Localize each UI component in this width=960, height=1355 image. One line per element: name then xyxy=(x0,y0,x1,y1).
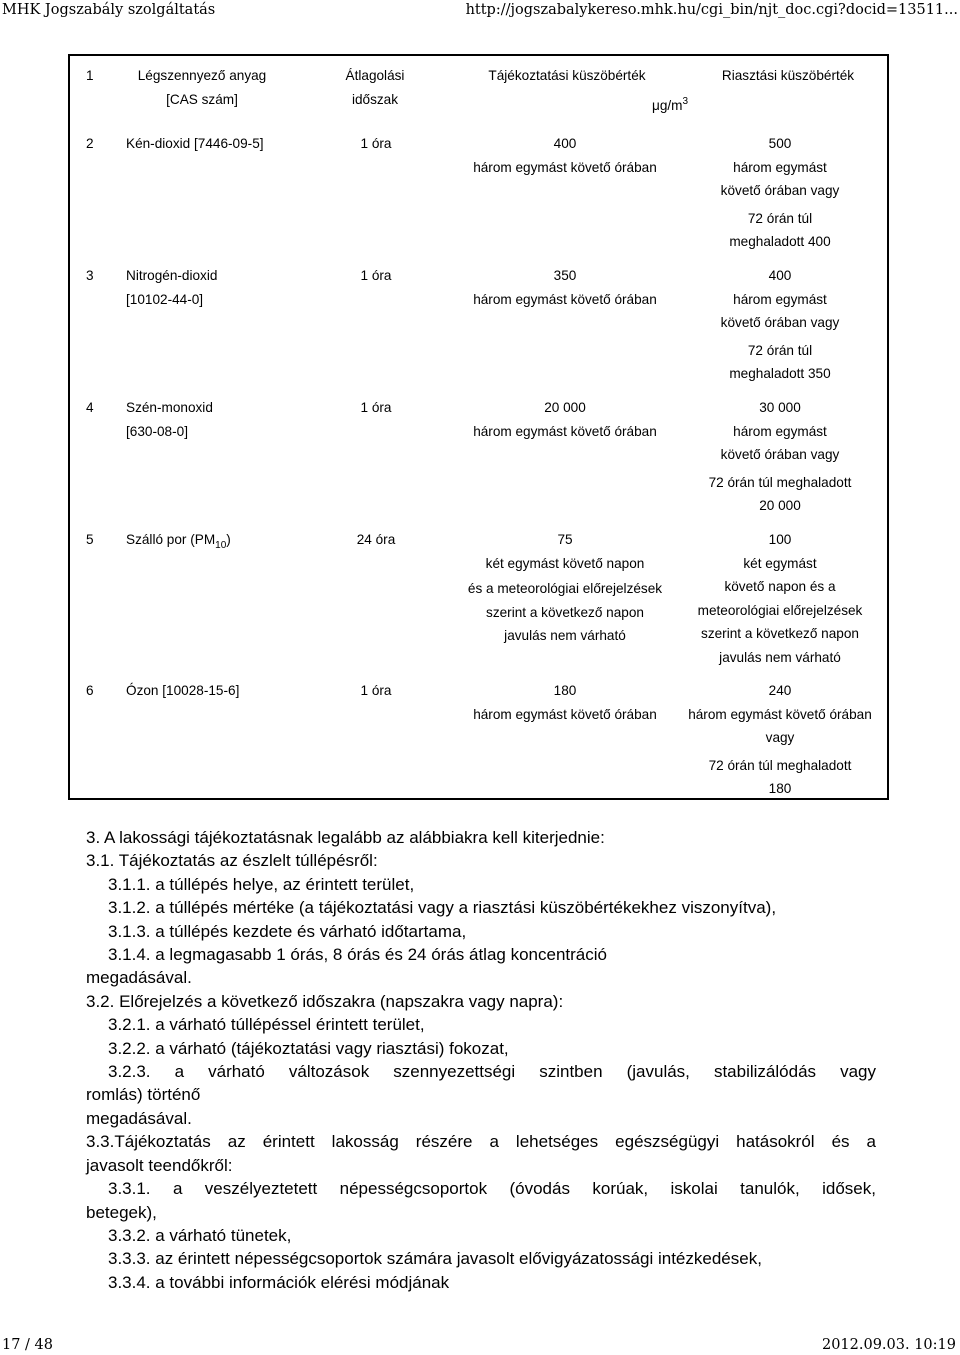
item-3-2-3: 3.2.3. a várható változások szennyezettségi szintben (javulás, stabilizálódás vagy xyxy=(108,1062,876,1082)
table-header-substance: Légszennyező anyag [CAS szám] xyxy=(137,68,267,107)
item-3-1-1: 3.1.1. a túllépés helye, az érintett terület, xyxy=(108,874,415,894)
row-3-number: 3 xyxy=(86,268,94,283)
section-3-2-heading: 3.2. Előrejelzés a következő időszakra (napszakra vagy napra): xyxy=(86,991,564,1011)
print-timestamp: 2012.09.03. 10:19 xyxy=(821,1337,956,1353)
table-header-info-threshold: Tájékoztatási küszöbérték xyxy=(488,68,646,83)
row-2-alarm: 500 három egymást követő órában vagy 72 órán túl meghaladott 400 xyxy=(720,136,840,249)
section-3-3-heading-continued: javasolt teendőkről: xyxy=(86,1155,233,1175)
section-3-3-heading: 3.3.Tájékoztatás az érintett lakosság részére a lehetséges egészségügyi hatásokról és a xyxy=(86,1132,876,1152)
row-5-number: 5 xyxy=(86,532,94,547)
browser-print-footer xyxy=(0,1333,960,1355)
threshold-table xyxy=(68,54,889,800)
row-3-info: 350 három egymást követő órában xyxy=(473,268,657,307)
row-3-alarm: 400 három egymást követő órában vagy 72 órán túl meghaladott 350 xyxy=(720,268,840,381)
item-3-1-3: 3.1.3. a túllépés kezdete és várható időtartama, xyxy=(108,921,467,941)
table-header-alarm-threshold: Riasztási küszöbérték xyxy=(721,68,855,83)
page-counter: 17 / 48 xyxy=(2,1337,54,1353)
public-information-requirements xyxy=(86,826,876,1294)
row-6-info: 180 három egymást követő órában xyxy=(473,683,657,722)
row-5-period: 24 óra xyxy=(356,532,396,547)
item-3-2-3-end: megadásával. xyxy=(86,1108,192,1128)
table-header-number: 1 xyxy=(86,68,94,83)
row-5-substance: Szálló por $(PM_{10})$ xyxy=(126,532,231,551)
header-site-name: MHK Jogszabály szolgáltatás xyxy=(2,2,216,18)
item-3-2-2: 3.2.2. a várható (tájékoztatási vagy riasztási) fokozat, xyxy=(108,1038,509,1058)
row-6-alarm: 240 három egymást követő órában vagy 72 órán túl meghaladott 180 xyxy=(688,683,872,796)
row-4-info: 20 000 három egymást követő órában xyxy=(473,400,657,439)
item-3-1-4-continued: megadásával. xyxy=(86,968,192,988)
row-5-info: 75 két egymást követő napon és a meteorológiai előrejelzések szerint a következő napon javulás nem várható xyxy=(467,532,663,643)
row-2-info: 400 három egymást követő órában xyxy=(473,136,657,175)
row-6-number: 6 xyxy=(86,683,94,698)
row-4-substance: Szén-monoxid [630-08-0] xyxy=(126,400,213,439)
item-3-3-1-continued: betegek), xyxy=(86,1202,157,1222)
row-5-alarm: 100 két egymást követő napon és a meteorológiai előrejelzések szerint a következő napon javulás nem várható xyxy=(697,532,863,665)
row-2-number: 2 xyxy=(86,136,94,151)
row-4-number: 4 xyxy=(86,400,94,415)
table-header-period: Átlagolási időszak xyxy=(345,68,405,107)
item-3-2-3-continued: romlás) történő xyxy=(86,1085,201,1105)
section-3-heading: 3. A lakossági tájékoztatásnak legalább az alábbiakra kell kiterjednie: xyxy=(86,828,605,847)
item-3-1-4: 3.1.4. a legmagasabb 1 órás, 8 órás és 24 órás átlag koncentráció xyxy=(108,945,607,965)
row-3-period: 1 óra xyxy=(360,268,392,283)
item-3-3-4: 3.3.4. a további információk elérési módjának xyxy=(108,1272,450,1292)
row-6-substance: Ózon [10028-15-6] xyxy=(126,683,240,698)
row-6-period: 1 óra xyxy=(360,683,392,698)
section-3-1-heading: 3.1. Tájékoztatás az észlelt túllépésről: xyxy=(86,851,378,871)
item-3-3-3: 3.3.3. az érintett népességcsoportok számára javasolt elővigyázatossági intézkedések, xyxy=(108,1249,762,1269)
item-3-2-1: 3.2.1. a várható túllépéssel érintett terület, xyxy=(108,1015,425,1035)
item-3-1-2: 3.1.2. a túllépés mértéke (a tájékoztatási vagy a riasztási küszöbértékekhez viszonyítva), xyxy=(108,898,777,918)
browser-print-header xyxy=(0,0,960,22)
row-3-substance: Nitrogén-dioxid [10102-44-0] xyxy=(126,268,218,307)
item-3-3-2: 3.3.2. a várható tünetek, xyxy=(108,1225,292,1245)
header-url: http://jogszabalykereso.mhk.hu/cgi_bin/njt_doc.cgi?docid=13511... xyxy=(465,2,958,18)
item-3-3-1: 3.3.1. a veszélyeztetett népességcsoportok (óvodás korúak, iskolai tanulók, idősek, xyxy=(108,1179,876,1199)
row-4-alarm: 30 000 három egymást követő órában vagy 72 órán túl meghaladott 20 000 xyxy=(708,400,852,513)
row-2-period: 1 óra xyxy=(360,136,392,151)
table-header-unit: $\mu g/m^3$ xyxy=(652,96,689,113)
row-2-substance: Kén-dioxid [7446-09-5] xyxy=(126,136,264,151)
row-4-period: 1 óra xyxy=(360,400,392,415)
